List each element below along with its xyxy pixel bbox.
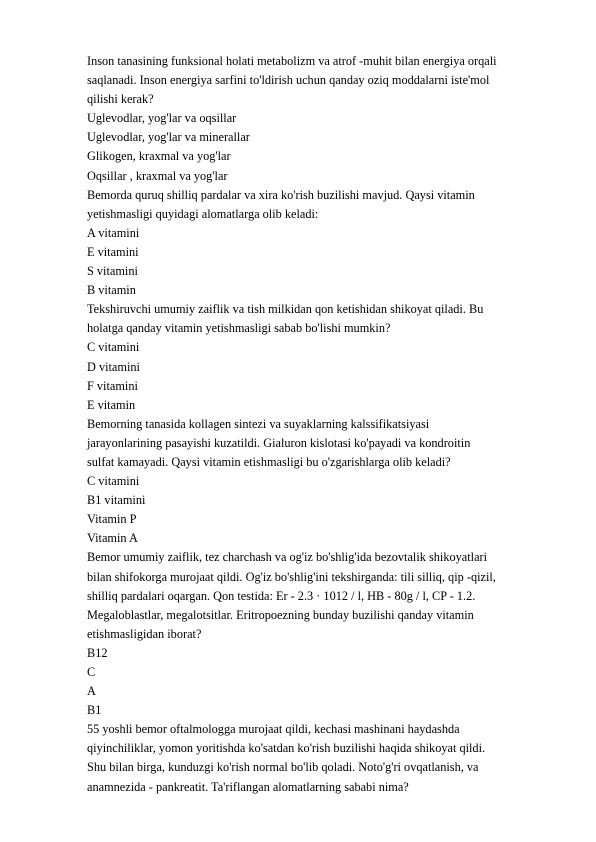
question-3 xyxy=(87,300,557,338)
answer-options-4 xyxy=(87,472,557,548)
answer-option: A vitamini xyxy=(87,225,140,240)
question-text-line: saqlanadi. Inson energiya sarfini to'ldirish uchun qanday oziq moddalarni iste'mol xyxy=(87,73,490,88)
question-text-line: etishmasligidan iborat? xyxy=(87,626,202,641)
question-6 xyxy=(87,720,557,796)
document-page xyxy=(87,52,557,797)
question-text-line: Inson tanasining funksional holati metabolizm va atrof -muhit bilan energiya orqali xyxy=(87,54,497,68)
answer-option: C vitamini xyxy=(87,340,140,355)
answer-option: B vitamin xyxy=(87,283,136,298)
question-4 xyxy=(87,415,557,472)
question-2 xyxy=(87,186,557,224)
question-text-line: Megaloblastlar, megalotsitlar. Eritropoezning bunday buzilishi qanday vitamin xyxy=(87,607,474,622)
answer-option: Uglevodlar, yog'lar va minerallar xyxy=(87,130,250,145)
question-text-line: jarayonlarining pasayishi kuzatildi. Gialuron kislotasi ko'payadi va kondroitin xyxy=(87,435,471,450)
answer-option: E vitamin xyxy=(87,397,136,412)
answer-option: C vitamini xyxy=(87,474,140,489)
answer-option: Oqsillar , kraxmal va yog'lar xyxy=(87,168,228,183)
question-text-line: Bemor umumiy zaiflik, tez charchash va og'iz bo'shlig'ida bezovtalik shikoyatlari xyxy=(87,550,488,565)
answer-option: D vitamini xyxy=(87,359,140,374)
question-text-line: Bemorning tanasida kollagen sintezi va suyaklarning kalssifikatsiyasi xyxy=(87,416,430,431)
question-text-line: shilliq pardalari oqargan. Qon testida: Er - 2.3 · 1012 / l, HB - 80g / l, CP - 1.2. xyxy=(87,588,476,603)
answer-options-2 xyxy=(87,224,557,300)
question-text-line: Tekshiruvchi umumiy zaiflik va tish milkidan qon ketishidan shikoyat qiladi. Bu xyxy=(87,302,484,317)
question-text-line: holatga qanday vitamin yetishmasligi sabab bo'lishi mumkin? xyxy=(87,321,391,336)
question-text-line: Shu bilan birga, kunduzgi ko'rish normal bo'lib qoladi. Noto'g'ri ovqatlanish, va xyxy=(87,760,479,775)
question-text-line: Bemorda quruq shilliq pardalar va xira ko'rish buzilishi mavjud. Qaysi vitamin xyxy=(87,187,475,202)
answer-options-5 xyxy=(87,644,557,720)
answer-option: F vitamini xyxy=(87,378,138,393)
answer-option: C xyxy=(87,665,96,679)
answer-option: B1 xyxy=(87,703,102,718)
question-text-line: 55 yoshli bemor oftalmologga murojaat qildi, kechasi mashinani haydashda xyxy=(87,722,460,737)
question-text-line: yetishmasligi quyidagi alomatlarga olib keladi: xyxy=(87,206,319,221)
answer-options-3 xyxy=(87,338,557,414)
answer-option: Vitamin P xyxy=(87,512,137,527)
answer-option: S vitamini xyxy=(87,264,138,279)
question-1 xyxy=(87,52,557,109)
answer-option: Vitamin A xyxy=(87,531,138,546)
question-text-line: anamnezida - pankreatit. Ta'riflangan alomatlarning sababi nima? xyxy=(87,779,409,794)
answer-option: Glikogen, kraxmal va yog'lar xyxy=(87,149,231,164)
answer-option: B1 vitamini xyxy=(87,493,146,508)
answer-option: E vitamini xyxy=(87,244,139,259)
question-text-line: qilishi kerak? xyxy=(87,92,154,107)
question-text-line: qiyinchiliklar, yomon yoritishda ko'satdan ko'rish buzilishi haqida shikoyat qildi. xyxy=(87,741,486,756)
answer-options-1 xyxy=(87,109,557,185)
answer-option: A xyxy=(87,684,96,699)
answer-option: Uglevodlar, yog'lar va oqsillar xyxy=(87,111,237,126)
answer-option: B12 xyxy=(87,645,108,660)
question-text-line: bilan shifokorga murojaat qildi. Og'iz bo'shlig'ini tekshirganda: tili silliq, qip -qizil, xyxy=(87,569,496,584)
question-text-line: sulfat kamayadi. Qaysi vitamin etishmasligi bu o'zgarishlarga olib keladi? xyxy=(87,454,451,469)
question-5 xyxy=(87,548,557,643)
